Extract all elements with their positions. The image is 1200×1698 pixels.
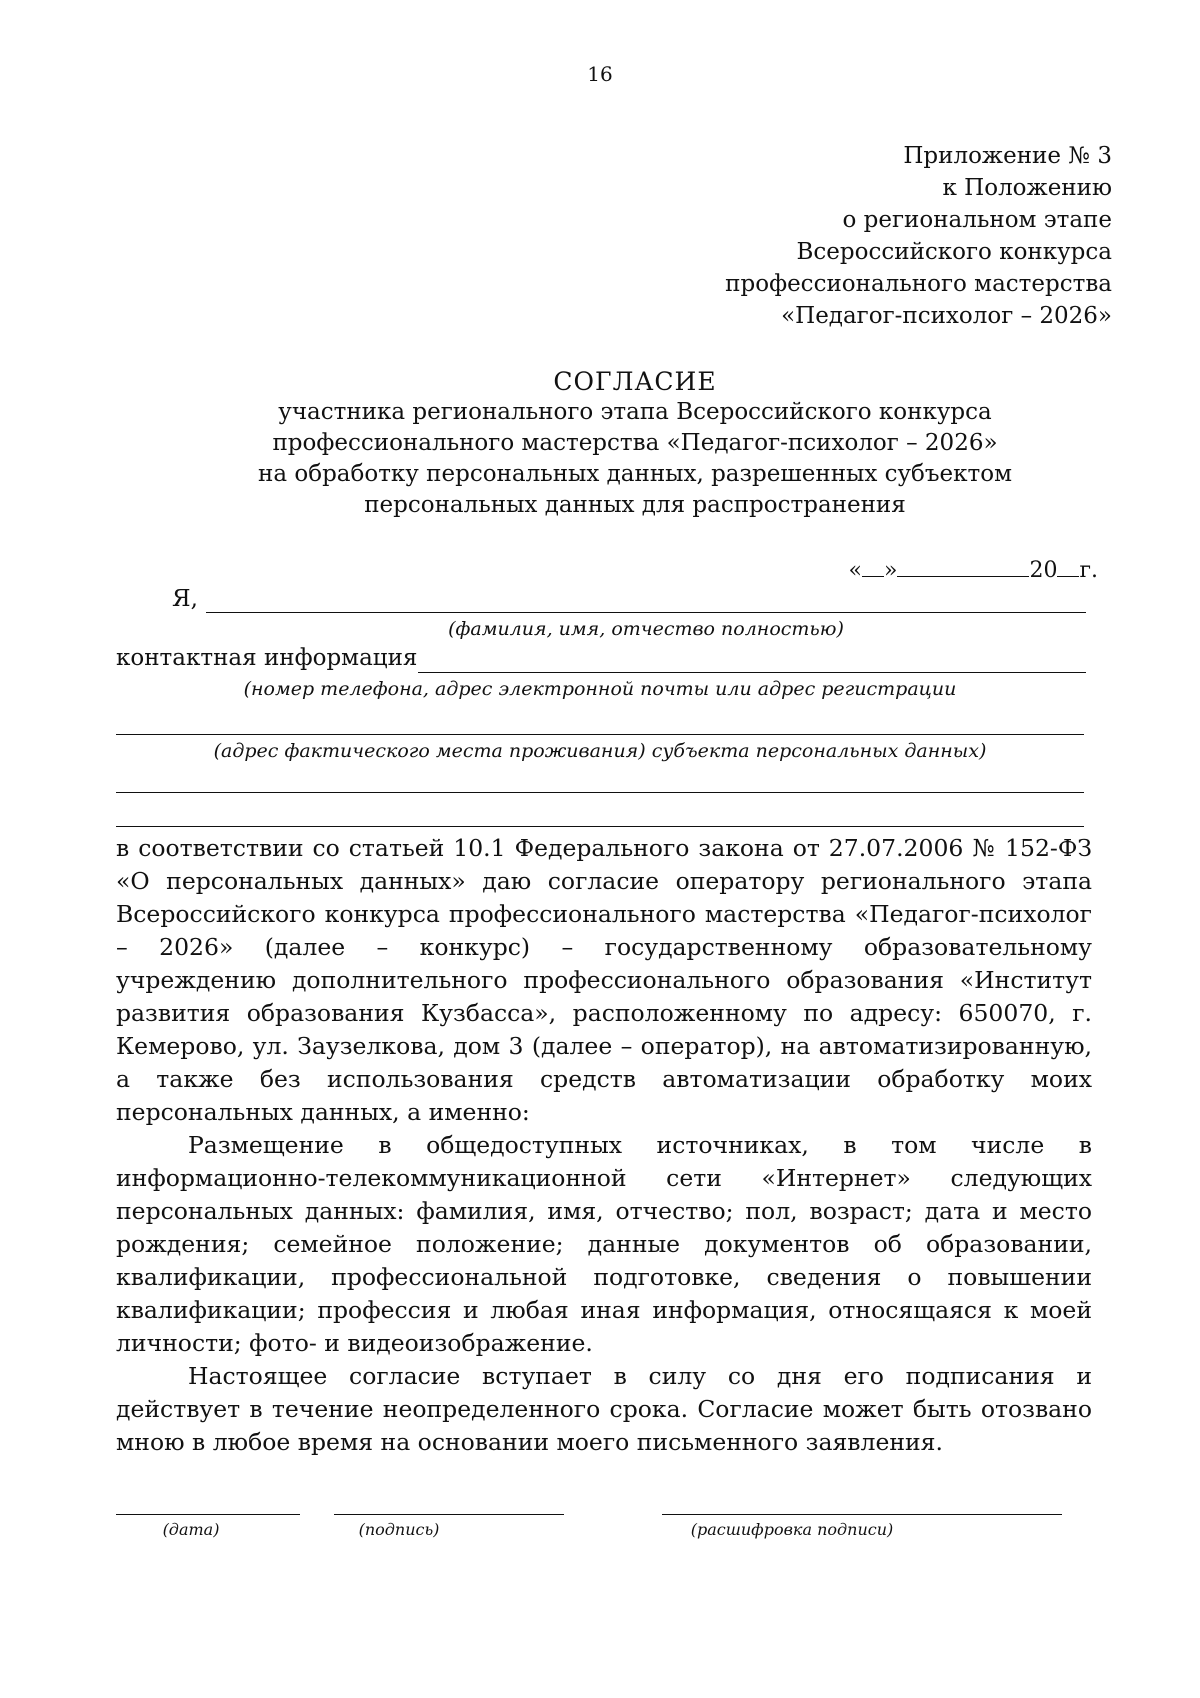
document-title	[0, 366, 1200, 521]
year-suffix: г.	[1079, 558, 1098, 583]
date-field	[849, 556, 1098, 583]
extra-field-line-1[interactable]	[116, 792, 1084, 793]
i-label: Я,	[172, 586, 198, 612]
date-open-quote: «	[848, 558, 862, 583]
title-line: профессионального мастерства «Педагог-психолог – 2026»	[272, 430, 998, 456]
fio-hint: (фамилия, имя, отчество полностью)	[448, 618, 844, 640]
year-prefix: 20	[1029, 558, 1058, 583]
body-paragraph: Размещение в общедоступных источниках, в том числе в информационно-телекоммуникационной сети «Интернет» следующих персональных данных: фамилия, имя, отчество; пол, возраст; дата и место рождения; семейное положение; данные документов об образовании, квалификации, профессиональной подготовке, сведения о повышении квалификации; профессия и любая иная информация, относящаяся к моей личности; фото- и видеоизображение.	[116, 1131, 1092, 1357]
appendix-line: «Педагог-психолог – 2026»	[781, 303, 1112, 329]
appendix-line: Приложение № 3	[903, 143, 1112, 169]
page-number: 16	[587, 62, 613, 86]
contact-field-line[interactable]	[418, 672, 1086, 673]
address-hint: (адрес фактического места проживания) субъекта персональных данных)	[213, 740, 987, 762]
year-blank[interactable]	[1057, 556, 1079, 577]
title-heading: СОГЛАСИЕ	[553, 367, 717, 396]
appendix-header	[552, 140, 1112, 332]
address-field-line[interactable]	[116, 734, 1084, 735]
signature-hint: (подпись)	[358, 1520, 440, 1539]
title-line: участника регионального этапа Всероссийского конкурса	[278, 399, 992, 425]
contact-label: контактная информация	[116, 645, 418, 671]
consent-body	[116, 832, 1092, 1459]
decode-signature-line[interactable]	[662, 1514, 1062, 1515]
contact-hint: (номер телефона, адрес электронной почты или адрес регистрации	[243, 678, 957, 700]
signature-line[interactable]	[334, 1514, 564, 1515]
appendix-line: профессионального мастерства	[725, 271, 1112, 297]
body-paragraph: Настоящее согласие вступает в силу со дня его подписания и действует в течение неопределенного срока. Согласие может быть отозвано мною в любое время на основании моего письменного заявления.	[116, 1362, 1092, 1456]
title-line: на обработку персональных данных, разрешенных субъектом	[258, 461, 1012, 487]
month-blank[interactable]	[897, 556, 1029, 577]
date-close-quote: »	[884, 558, 898, 583]
appendix-line: к Положению	[942, 175, 1112, 201]
appendix-line: Всероссийского конкурса	[796, 239, 1112, 265]
appendix-line: о региональном этапе	[842, 207, 1112, 233]
title-line: персональных данных для распространения	[364, 492, 906, 518]
fio-field-line[interactable]	[206, 612, 1086, 613]
extra-field-line-2[interactable]	[116, 826, 1084, 827]
day-blank[interactable]	[862, 556, 884, 577]
date-signature-line[interactable]	[116, 1514, 300, 1515]
decode-hint: (расшифровка подписи)	[690, 1520, 894, 1539]
date-hint: (дата)	[162, 1520, 220, 1539]
body-paragraph: в соответствии со статьей 10.1 Федерального закона от 27.07.2006 № 152-ФЗ «О персональных данных» даю согласие оператору регионального этапа Всероссийского конкурса профессионального мастерства «Педагог-психолог – 2026» (далее – конкурс) – государственному образовательному учреждению дополнительного профессионального образования «Институт развития образования Кузбасса», расположенному по адресу: 650070, г. Кемерово, ул. Заузелкова, дом 3 (далее – оператор), на автоматизированную, а также без использования средств автоматизации обработку моих персональных данных, а именно:	[116, 834, 1092, 1126]
